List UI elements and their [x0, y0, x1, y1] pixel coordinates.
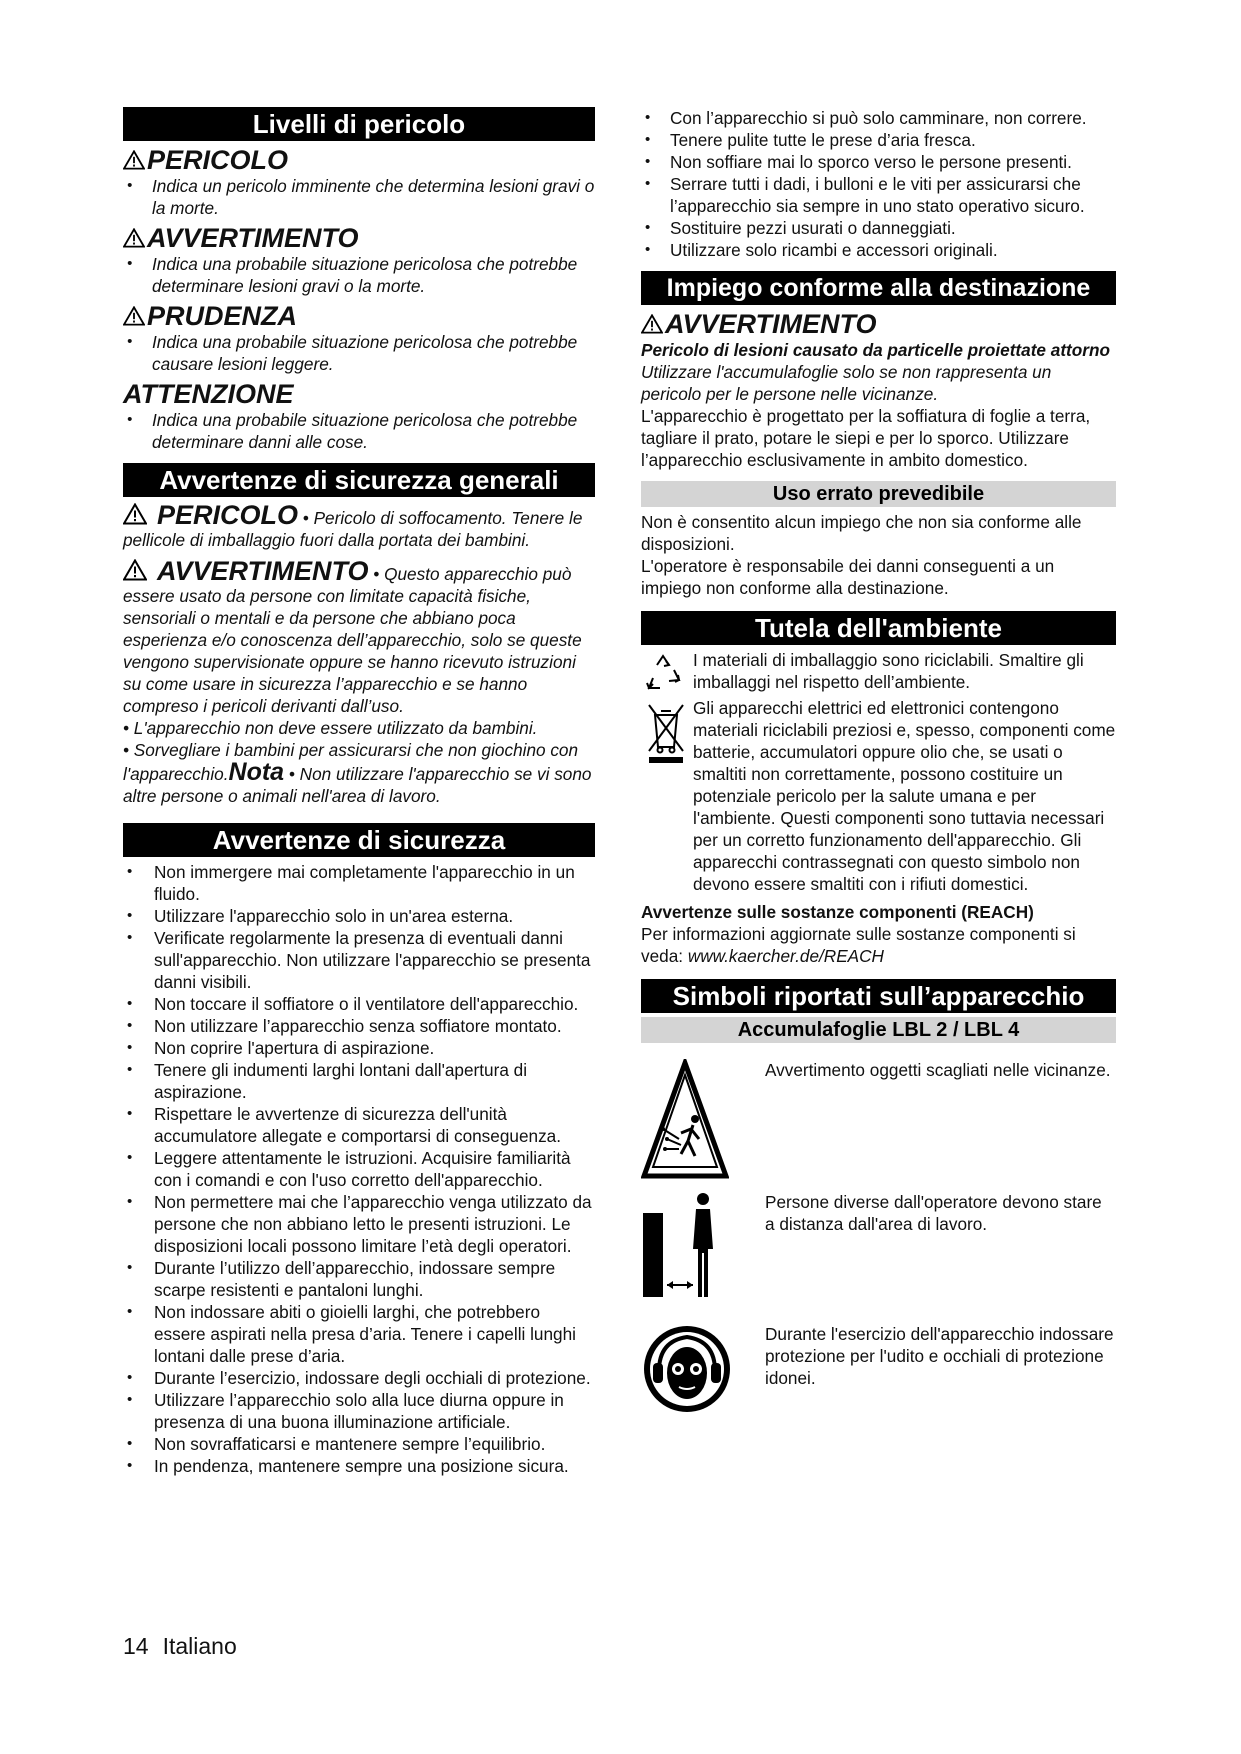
- subsection-title-model: Accumulafoglie LBL 2 / LBL 4: [641, 1017, 1116, 1043]
- footer-language: Italiano: [162, 1633, 237, 1659]
- list-item: • Leggere attentamente le istruzioni. Acquisire familiarità con i comandi e con l'uso corretto dell'apparecchio.: [123, 1147, 595, 1191]
- level-text: • Indica una probabile situazione pericolosa che potrebbe determinare danni alle cose.: [123, 409, 595, 453]
- danger-level-prudenza: [123, 301, 595, 375]
- symbol-row: [641, 1323, 1116, 1443]
- list-item: • Non soffiare mai lo sporco verso le persone presenti.: [641, 151, 1116, 173]
- list-item: • Rispettare le avvertenze di sicurezza dell'unità accumulatore allegate e comportarsi di conseguenza.: [123, 1103, 595, 1147]
- inline-heading: PERICOLO: [157, 500, 299, 530]
- left-column: [123, 107, 595, 1477]
- level-text: • Indica una probabile situazione pericolosa che potrebbe causare lesioni leggere.: [123, 331, 595, 375]
- ear-eye-protection-icon: [641, 1323, 733, 1415]
- intended-bold-text: Pericolo di lesioni causato da particelle proiettate attorno: [641, 340, 1110, 360]
- crossed-out-bin-icon: [647, 703, 685, 765]
- env-weee: [641, 697, 1116, 895]
- list-item: • Non permettere mai che l’apparecchio venga utilizzato da persone che non abbiano letto le presenti istruzioni. Le disposizioni locali possono limitare l’età degli operatori.: [123, 1191, 595, 1257]
- symbol-text: Avvertimento oggetti scagliati nelle vicinanze.: [765, 1060, 1111, 1080]
- safety-list-continued: [641, 107, 1116, 261]
- section-title-safety: Avvertenze di sicurezza: [123, 823, 595, 857]
- level-heading: ATTENZIONE: [123, 379, 294, 409]
- list-item: • Non toccare il soffiatore o il ventilatore dell'apparecchio.: [123, 993, 595, 1015]
- env-text: Gli apparecchi elettrici ed elettronici contengono materiali riciclabili preziosi e, spesso, componenti come batterie, accumulatori oppure olio che, se usati o smaltiti non correttamente, possono costituire un potenziale pericolo per la salute umana e per l'ambiente. Questi componenti sono tuttavia necessari per un corretto funzionamento dell'apparecchio. Gli apparecchi contrassegnati con questo simbolo non devono essere smaltiti con i rifiuti domestici.: [693, 698, 1116, 894]
- list-item: • Non coprire l'apertura di aspirazione.: [123, 1037, 595, 1059]
- misuse-text: L'operatore è responsabile dei danni conseguenti a un impiego non conforme alla destinazione.: [641, 556, 1055, 598]
- list-item: • Durante l’utilizzo dell’apparecchio, indossare sempre scarpe resistenti e pantaloni lunghi.: [123, 1257, 595, 1301]
- section-title-environment: Tutela dell'ambiente: [641, 611, 1116, 645]
- list-item: • Utilizzare l’apparecchio solo alla luce diurna oppure in presenza di una buona illuminazione artificiale.: [123, 1389, 595, 1433]
- general-pericolo-paragraph: PERICOLO • Pericolo di soffocamento. Tenere le pellicole di imballaggio fuori dalla portata dei bambini.: [123, 500, 583, 550]
- warning-triangle-icon: [641, 314, 663, 334]
- symbol-row: [641, 1191, 1116, 1311]
- danger-level-attenzione: [123, 379, 595, 453]
- section-title-general-safety: Avvertenze di sicurezza generali: [123, 463, 595, 497]
- general-avvertimento-paragraph: AVVERTIMENTO • Questo apparecchio può essere usato da persone con limitate capacità fisiche, sensoriali o mentali e da persone che abbiano poca esperienza e/o conoscenza dell’apparecchio, solo se queste vengono supervisionate oppure se hanno ricevuto istruzioni su come usare in sicurezza l’apparecchio e se hanno compreso i pericoli derivanti dall’uso.: [123, 556, 582, 716]
- right-column: [641, 107, 1116, 1455]
- nota-text: Non utilizzare l'apparecchio se vi sono altre persone o animali nell'area di lavoro.: [123, 764, 592, 806]
- level-heading: PRUDENZA: [147, 301, 298, 331]
- symbol-text: Persone diverse dall'operatore devono stare a distanza dall'area di lavoro.: [765, 1192, 1102, 1234]
- level-text: • Indica una probabile situazione pericolosa che potrebbe determinare lesioni gravi o la morte.: [123, 253, 595, 297]
- nota-heading: Nota: [228, 758, 285, 786]
- reach-title: Avvertenze sulle sostanze componenti (REACH): [641, 902, 1034, 922]
- misuse-text: Non è consentito alcun impiego che non sia conforme alle disposizioni.: [641, 512, 1082, 554]
- intended-italic-text: Utilizzare l'accumulafoglie solo se non rappresenta un pericolo per le persone nelle vicinanze.: [641, 362, 1052, 404]
- list-item: • Utilizzare l'apparecchio solo in un'area esterna.: [123, 905, 595, 927]
- general-bullet: • L'apparecchio non deve essere utilizzato da bambini.: [123, 718, 538, 738]
- list-item: • Utilizzare solo ricambi e accessori originali.: [641, 239, 1116, 261]
- warning-triangle-icon: [123, 150, 145, 170]
- list-item: • Non sovraffaticarsi e mantenere sempre l’equilibrio.: [123, 1433, 595, 1455]
- danger-level-pericolo: [123, 145, 595, 219]
- warning-triangle-icon: [123, 503, 147, 525]
- symbol-text: Durante l'esercizio dell'apparecchio indossare protezione per l'udito e occhiali di protezione idonei.: [765, 1324, 1114, 1388]
- intended-text: L'apparecchio è progettato per la soffiatura di foglie a terra, tagliare il prato, potare le siepi e per lo sporco. Utilizzare l’apparecchio esclusivamente in ambito domestico.: [641, 406, 1091, 470]
- level-heading: PERICOLO: [147, 145, 289, 175]
- subsection-title-misuse: Uso errato prevedibile: [641, 481, 1116, 507]
- intended-heading: AVVERTIMENTO: [665, 309, 877, 339]
- recycling-icon: [641, 651, 685, 695]
- list-item: • Non indossare abiti o gioielli larghi, che potrebbero essere aspirati nella presa d’aria. Tenere i capelli lunghi lontani dalle prese d’aria.: [123, 1301, 595, 1367]
- list-item: • Verificate regolarmente la presenza di eventuali danni sull'apparecchio. Non utilizzare l'apparecchio se presenta danni visibili.: [123, 927, 595, 993]
- reach-link[interactable]: www.kaercher.de/REACH: [687, 946, 884, 966]
- symbol-row: [641, 1059, 1116, 1179]
- warning-triangle-icon: [123, 306, 145, 326]
- level-heading: AVVERTIMENTO: [147, 223, 359, 253]
- safety-list: [123, 861, 595, 1477]
- danger-level-avvertimento: [123, 223, 595, 297]
- general-bullet: • Sorvegliare i bambini per assicurarsi che non giochino con l'apparecchio.Nota • Non utilizzare l'apparecchio se vi sono altre persone o animali nell'area di lavoro.: [123, 740, 592, 806]
- section-title-intended-use: Impiego conforme alla destinazione: [641, 271, 1116, 305]
- section-title-symbols: Simboli riportati sull’apparecchio: [641, 979, 1116, 1013]
- env-recycling: [641, 649, 1116, 693]
- list-item: • Tenere gli indumenti larghi lontani dall'apertura di aspirazione.: [123, 1059, 595, 1103]
- section-title-levels: Livelli di pericolo: [123, 107, 595, 141]
- list-item: • Non utilizzare l’apparecchio senza soffiatore montato.: [123, 1015, 595, 1037]
- page-footer: [123, 1632, 237, 1660]
- inline-heading: AVVERTIMENTO: [157, 556, 369, 586]
- list-item: • Non immergere mai completamente l'apparecchio in un fluido.: [123, 861, 595, 905]
- reach-paragraph: Per informazioni aggiornate sulle sostanze componenti si veda: www.kaercher.de/REACH: [641, 924, 1076, 966]
- keep-distance-icon: [641, 1191, 723, 1303]
- page-number: 14: [123, 1633, 149, 1659]
- list-item: • Sostituire pezzi usurati o danneggiati.: [641, 217, 1116, 239]
- env-text: I materiali di imballaggio sono riciclabili. Smaltire gli imballaggi nel rispetto dell’ambiente.: [693, 650, 1084, 692]
- list-item: • Tenere pulite tutte le prese d’aria fresca.: [641, 129, 1116, 151]
- level-text: • Indica un pericolo imminente che determina lesioni gravi o la morte.: [123, 175, 595, 219]
- list-item: • Durante l’esercizio, indossare degli occhiali di protezione.: [123, 1367, 595, 1389]
- general-pericolo-text: Pericolo di soffocamento. Tenere le pellicole di imballaggio fuori dalla portata dei bambini.: [123, 508, 583, 550]
- general-avvertimento-text: Questo apparecchio può essere usato da persone con limitate capacità fisiche, sensoriali o mentali e da persone che abbiano poca esperienza e/o conoscenza dell’apparecchio, solo se queste vengono supervisionate oppure se hanno ricevuto istruzioni su come usare in sicurezza l’apparecchio e se hanno compreso i pericoli derivanti dall’uso.: [123, 564, 582, 716]
- list-item: • Serrare tutti i dadi, i bulloni e le viti per assicurarsi che l’apparecchio sia sempre in uno stato operativo sicuro.: [641, 173, 1116, 217]
- warning-triangle-icon: [123, 559, 147, 581]
- thrown-objects-warning-icon: [641, 1059, 729, 1181]
- warning-triangle-icon: [123, 228, 145, 248]
- list-item: • In pendenza, mantenere sempre una posizione sicura.: [123, 1455, 595, 1477]
- list-item: • Con l’apparecchio si può solo camminare, non correre.: [641, 107, 1116, 129]
